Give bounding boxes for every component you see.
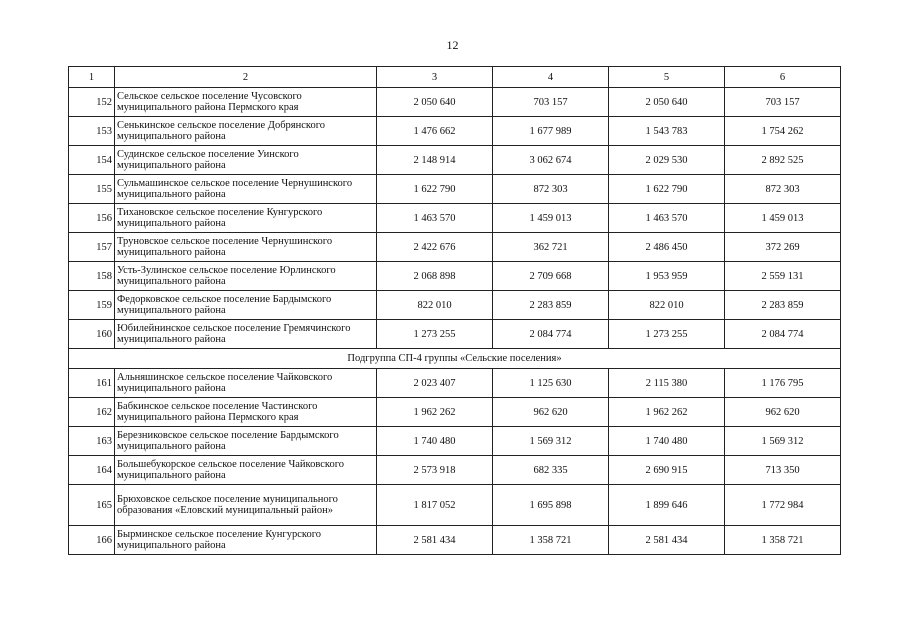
table-row	[69, 398, 841, 427]
value-col-4: 703 157	[493, 88, 609, 117]
value-col-6: 1 176 795	[725, 369, 841, 398]
column-header: 5	[609, 67, 725, 88]
value-col-5: 822 010	[609, 291, 725, 320]
value-col-6: 1 772 984	[725, 485, 841, 526]
value-col-3: 2 050 640	[377, 88, 493, 117]
value-col-5: 1 622 790	[609, 175, 725, 204]
value-col-5: 1 463 570	[609, 204, 725, 233]
settlement-name: Судинское сельское поселение Уинского муниципального района	[115, 146, 377, 175]
row-number: 163	[69, 427, 115, 456]
row-number: 152	[69, 88, 115, 117]
value-col-6: 1 358 721	[725, 526, 841, 555]
table-row	[69, 320, 841, 349]
table-row	[69, 526, 841, 555]
value-col-3: 2 422 676	[377, 233, 493, 262]
settlement-name: Сульмашинское сельское поселение Чернушинского муниципального района	[115, 175, 377, 204]
value-col-3: 2 148 914	[377, 146, 493, 175]
settlement-name: Альняшинское сельское поселение Чайковского муниципального района	[115, 369, 377, 398]
value-col-5: 2 115 380	[609, 369, 725, 398]
row-number: 156	[69, 204, 115, 233]
row-number: 164	[69, 456, 115, 485]
value-col-6: 2 283 859	[725, 291, 841, 320]
value-col-3: 2 023 407	[377, 369, 493, 398]
row-number: 165	[69, 485, 115, 526]
value-col-5: 2 029 530	[609, 146, 725, 175]
value-col-6: 703 157	[725, 88, 841, 117]
table-row	[69, 485, 841, 526]
value-col-6: 2 892 525	[725, 146, 841, 175]
value-col-4: 1 358 721	[493, 526, 609, 555]
row-number: 159	[69, 291, 115, 320]
value-col-5: 1 899 646	[609, 485, 725, 526]
table-header-row	[69, 67, 841, 88]
value-col-3: 2 573 918	[377, 456, 493, 485]
row-number: 166	[69, 526, 115, 555]
budget-table	[68, 66, 841, 555]
value-col-4: 1 569 312	[493, 427, 609, 456]
row-number: 154	[69, 146, 115, 175]
value-col-4: 362 721	[493, 233, 609, 262]
value-col-6: 1 569 312	[725, 427, 841, 456]
value-col-5: 1 543 783	[609, 117, 725, 146]
value-col-6: 2 084 774	[725, 320, 841, 349]
settlement-name: Тихановское сельское поселение Кунгурского муниципального района	[115, 204, 377, 233]
settlement-name: Березниковское сельское поселение Бардымского муниципального района	[115, 427, 377, 456]
column-header: 2	[115, 67, 377, 88]
value-col-3: 822 010	[377, 291, 493, 320]
value-col-4: 2 084 774	[493, 320, 609, 349]
value-col-4: 1 459 013	[493, 204, 609, 233]
value-col-3: 2 068 898	[377, 262, 493, 291]
settlement-name: Брюховское сельское поселение муниципального образования «Еловский муниципальный район»	[115, 485, 377, 526]
value-col-6: 2 559 131	[725, 262, 841, 291]
table-row	[69, 262, 841, 291]
value-col-4: 1 677 989	[493, 117, 609, 146]
value-col-6: 962 620	[725, 398, 841, 427]
row-number: 158	[69, 262, 115, 291]
value-col-5: 2 486 450	[609, 233, 725, 262]
value-col-3: 1 273 255	[377, 320, 493, 349]
value-col-6: 872 303	[725, 175, 841, 204]
value-col-5: 2 581 434	[609, 526, 725, 555]
settlement-name: Усть-Зулинское сельское поселение Юрлинского муниципального района	[115, 262, 377, 291]
settlement-name: Большебукорское сельское поселение Чайковского муниципального района	[115, 456, 377, 485]
table-row	[69, 291, 841, 320]
table-row	[69, 456, 841, 485]
settlement-name: Федорковское сельское поселение Бардымского муниципального района	[115, 291, 377, 320]
settlement-name: Труновское сельское поселение Чернушинского муниципального района	[115, 233, 377, 262]
value-col-6: 1 754 262	[725, 117, 841, 146]
row-number: 161	[69, 369, 115, 398]
value-col-5: 2 050 640	[609, 88, 725, 117]
value-col-3: 1 476 662	[377, 117, 493, 146]
settlement-name: Бабкинское сельское поселение Частинского муниципального района Пермского края	[115, 398, 377, 427]
column-header: 6	[725, 67, 841, 88]
table-row	[69, 117, 841, 146]
value-col-5: 1 962 262	[609, 398, 725, 427]
value-col-3: 1 622 790	[377, 175, 493, 204]
settlement-name: Юбилейнинское сельское поселение Гремячинского муниципального района	[115, 320, 377, 349]
column-header: 3	[377, 67, 493, 88]
value-col-6: 713 350	[725, 456, 841, 485]
value-col-3: 1 962 262	[377, 398, 493, 427]
value-col-5: 1 740 480	[609, 427, 725, 456]
value-col-5: 1 273 255	[609, 320, 725, 349]
table-row	[69, 369, 841, 398]
settlement-name: Сельское сельское поселение Чусовского муниципального района Пермского края	[115, 88, 377, 117]
table-row	[69, 175, 841, 204]
row-number: 162	[69, 398, 115, 427]
value-col-5: 2 690 915	[609, 456, 725, 485]
subgroup-label: Подгруппа СП-4 группы «Сельские поселения»	[69, 349, 841, 369]
value-col-4: 872 303	[493, 175, 609, 204]
value-col-6: 1 459 013	[725, 204, 841, 233]
row-number: 155	[69, 175, 115, 204]
table-row	[69, 88, 841, 117]
table-row	[69, 233, 841, 262]
value-col-4: 962 620	[493, 398, 609, 427]
row-number: 153	[69, 117, 115, 146]
value-col-3: 1 740 480	[377, 427, 493, 456]
value-col-3: 1 463 570	[377, 204, 493, 233]
settlement-name: Сенькинское сельское поселение Добрянского муниципального района	[115, 117, 377, 146]
value-col-4: 2 709 668	[493, 262, 609, 291]
page-number: 12	[446, 38, 459, 52]
table-row	[69, 146, 841, 175]
value-col-4: 2 283 859	[493, 291, 609, 320]
table-row	[69, 204, 841, 233]
column-header: 1	[69, 67, 115, 88]
row-number: 160	[69, 320, 115, 349]
value-col-5: 1 953 959	[609, 262, 725, 291]
value-col-4: 1 125 630	[493, 369, 609, 398]
row-number: 157	[69, 233, 115, 262]
subgroup-row	[69, 349, 841, 369]
value-col-4: 682 335	[493, 456, 609, 485]
value-col-6: 372 269	[725, 233, 841, 262]
settlement-name: Бырминское сельское поселение Кунгурского муниципального района	[115, 526, 377, 555]
value-col-3: 1 817 052	[377, 485, 493, 526]
table-body	[69, 88, 841, 555]
table-row	[69, 427, 841, 456]
value-col-4: 1 695 898	[493, 485, 609, 526]
value-col-3: 2 581 434	[377, 526, 493, 555]
value-col-4: 3 062 674	[493, 146, 609, 175]
column-header: 4	[493, 67, 609, 88]
